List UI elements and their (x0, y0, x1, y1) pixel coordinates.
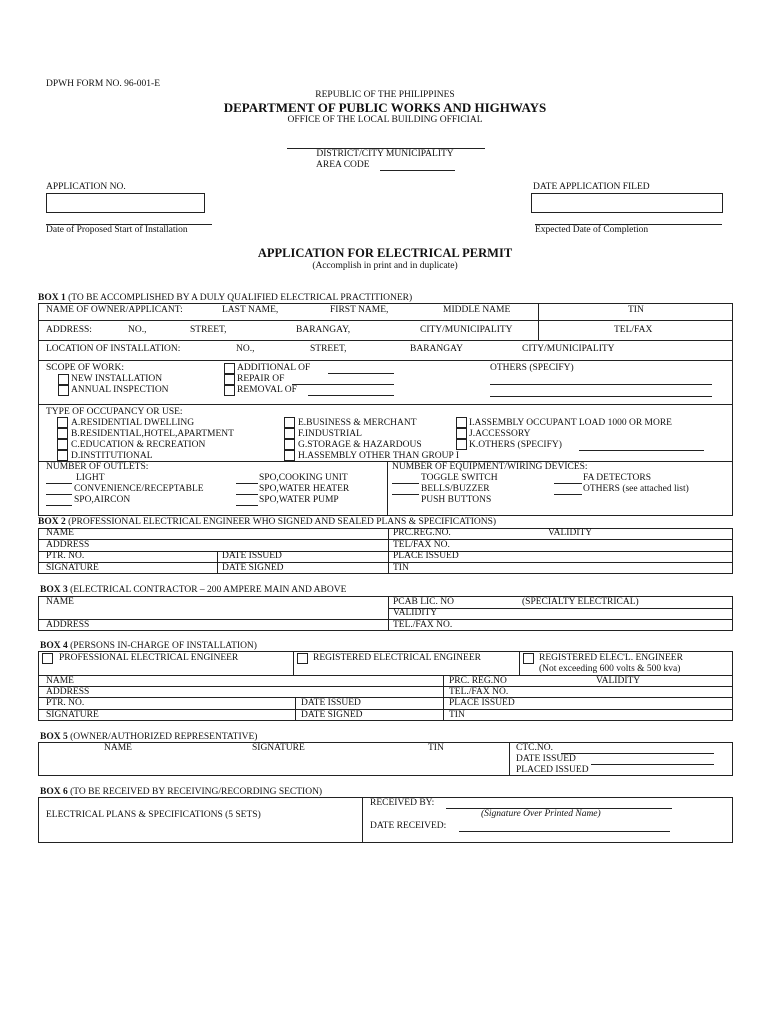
name-owner-label: NAME OF OWNER/APPLICANT: (46, 305, 183, 315)
location-label: LOCATION OF INSTALLATION: (46, 344, 181, 354)
occ-h-label: H.ASSEMBLY OTHER THAN GROUP I (298, 451, 459, 461)
box4-date-signed-label: DATE SIGNED (301, 710, 363, 720)
box1-row-line-2 (38, 340, 733, 341)
annual-inspection-label: ANNUAL INSPECTION (71, 385, 169, 395)
occ-e-label: E.BUSINESS & MERCHANT (298, 418, 417, 428)
date-filed-label: DATE APPLICATION FILED (533, 182, 650, 192)
box2-ptr-label: PTR. NO. (46, 551, 85, 561)
box3-row-line-right (388, 608, 733, 609)
box2-tin-label: TIN (393, 563, 409, 573)
box5-signature-label: SIGNATURE (252, 743, 305, 753)
box3-address-label: ADDRESS (46, 620, 90, 630)
date-filed-input[interactable] (531, 193, 723, 213)
form-subtitle: (Accomplish in print and in duplicate) (312, 261, 458, 271)
box5-note: (OWNER/AUTHORIZED REPRESENTATIVE) (70, 732, 258, 742)
repair-checkbox[interactable] (224, 374, 235, 385)
location-city-label: CITY/MUNICIPALITY (522, 344, 615, 354)
additional-label: ADDITIONAL OF (237, 363, 311, 373)
removal-label: REMOVAL OF (237, 385, 297, 395)
occ-j-label: J.ACCESSORY (469, 429, 531, 439)
box3-heading (40, 586, 346, 596)
occ-j-checkbox[interactable] (456, 428, 467, 439)
removal-checkbox[interactable] (224, 385, 235, 396)
box2-place-label: PLACE ISSUED (393, 551, 459, 561)
others-count-line[interactable] (554, 494, 582, 495)
district-label: DISTRICT/CITY MUNICIPALITY (316, 149, 454, 159)
box3-pcab-label: PCAB LIC. NO (393, 597, 454, 607)
box3-note: (ELECTRICAL CONTRACTOR – 200 AMPERE MAIN AND ABOVE (70, 585, 347, 595)
box4-divider-top-2 (519, 651, 520, 675)
address-no-label: NO., (128, 325, 147, 335)
box3-divider (388, 596, 389, 631)
box1-note: (TO BE ACCOMPLISHED BY A DULY QUALIFIED ELECTRICAL PRACTITIONER) (68, 293, 413, 303)
others-specify-label: OTHERS (SPECIFY) (490, 363, 574, 373)
application-no-input[interactable] (46, 193, 205, 213)
toggle-label: TOGGLE SWITCH (421, 473, 498, 483)
date-received-line[interactable] (459, 831, 670, 832)
signature-note: (Signature Over Printed Name) (481, 809, 601, 819)
outlets-label: NUMBER OF OUTLETS: (46, 462, 149, 472)
removal-line[interactable] (308, 395, 394, 396)
box4-divider-bottom (295, 697, 296, 721)
box4-prc-label: PRC. REG.NO (449, 676, 507, 686)
bells-label: BELLS/BUZZER (421, 484, 490, 494)
office-label: OFFICE OF THE LOCAL BUILDING OFFICIAL (287, 115, 483, 125)
occ-k-label: K.OTHERS (SPECIFY) (469, 440, 562, 450)
box1-row-line-4 (38, 404, 733, 405)
box5-frame (38, 742, 733, 776)
box2-divider-mid (217, 551, 218, 574)
first-name-label: FIRST NAME, (330, 305, 389, 315)
ctc-line[interactable] (561, 753, 714, 754)
bells-count-line[interactable] (392, 494, 419, 495)
form-title: APPLICATION FOR ELECTRICAL PERMIT (257, 246, 513, 260)
box6-label: BOX 6 (40, 787, 68, 797)
box3-specialty-label: (SPECIALTY ELECTRICAL) (522, 597, 639, 607)
box5-placed-issued-line[interactable] (604, 775, 714, 776)
box2-validity-label: VALIDITY (548, 528, 593, 538)
light-label: LIGHT (76, 473, 105, 483)
box3-tel-label: TEL./FAX NO. (393, 620, 453, 630)
box6-note: (TO BE RECEIVED BY RECEIVING/RECORDING SECTION) (70, 787, 323, 797)
box2-row-line-1 (38, 539, 733, 540)
annual-inspection-checkbox[interactable] (58, 385, 69, 396)
box6-divider (362, 797, 363, 843)
occ-k-checkbox[interactable] (456, 439, 467, 450)
box1-tin-divider (538, 303, 539, 340)
box4-tin-label: TIN (449, 710, 465, 720)
box4-address-label: ADDRESS (46, 687, 90, 697)
box5-divider (509, 742, 510, 776)
equipment-label: NUMBER OF EQUIPMENT/WIRING DEVICES: (392, 462, 588, 472)
box4-tel-label: TEL./FAX NO. (449, 687, 509, 697)
box1-row-line-1 (38, 320, 733, 321)
box6-plans-label: ELECTRICAL PLANS & SPECIFICATIONS (5 SETS) (46, 810, 261, 820)
fa-count-line[interactable] (554, 483, 582, 484)
ree-checkbox[interactable] (297, 653, 308, 664)
fa-label: FA DETECTORS (583, 473, 652, 483)
occ-d-checkbox[interactable] (57, 450, 68, 461)
box2-signature-label: SIGNATURE (46, 563, 99, 573)
box4-signature-label: SIGNATURE (46, 710, 99, 720)
new-installation-label: NEW INSTALLATION (71, 374, 163, 384)
ree-label: REGISTERED ELECTRICAL ENGINEER (313, 653, 481, 663)
occ-d-label: D.INSTITUTIONAL (71, 451, 153, 461)
box2-address-label: ADDRESS (46, 540, 90, 550)
convenience-label: CONVENIENCE/RECEPTABLE (74, 484, 204, 494)
box4-label: BOX 4 (40, 641, 68, 651)
others-line-1[interactable] (490, 384, 712, 385)
occ-i-label: I.ASSEMBLY OCCUPANT LOAD 1000 OR MORE (469, 418, 672, 428)
box5-placed-issued-label: PLACED ISSUED (516, 765, 589, 775)
occupancy-label: TYPE OF OCCUPANCY OR USE: (46, 407, 183, 417)
area-code-line[interactable] (380, 170, 455, 171)
box5-label: BOX 5 (40, 732, 68, 742)
application-no-label: APPLICATION NO. (46, 182, 126, 192)
completion-date-label: Expected Date of Completion (535, 225, 649, 235)
box4-validity-label: VALIDITY (596, 676, 641, 686)
box4-divider-right (443, 675, 444, 721)
box1-row-line-3 (38, 360, 733, 361)
box2-prc-label: PRC.REG.NO. (393, 528, 451, 538)
republic-label: REPUBLIC OF THE PHILIPPINES (315, 90, 455, 100)
box1-outlets-divider (387, 461, 388, 516)
tel-fax-label: TEL/FAX (614, 325, 653, 335)
middle-name-label: MIDDLE NAME (443, 305, 511, 315)
new-installation-checkbox[interactable] (58, 374, 69, 385)
spo-cooking-label: SPO,COOKING UNIT (259, 473, 348, 483)
box4-divider-top-1 (293, 651, 294, 675)
form-number: DPWH FORM NO. 96-001-E (46, 79, 160, 89)
cooking-count-line[interactable] (236, 483, 258, 484)
location-street-label: STREET, (310, 344, 347, 354)
occ-b-label: B.RESIDENTIAL,HOTEL,APARTMENT (71, 429, 234, 439)
date-received-label: DATE RECEIVED: (370, 821, 447, 831)
others-line-2[interactable] (490, 396, 712, 397)
occ-i-checkbox[interactable] (456, 417, 467, 428)
occ-f-checkbox[interactable] (284, 428, 295, 439)
occ-e-checkbox[interactable] (284, 417, 295, 428)
box3-label: BOX 3 (40, 585, 68, 595)
occ-c-label: C.EDUCATION & RECREATION (71, 440, 206, 450)
occ-g-label: G.STORAGE & HAZARDOUS (298, 440, 422, 450)
repair-line[interactable] (292, 384, 394, 385)
box3-name-label: NAME (46, 597, 74, 607)
box5-tin-label: TIN (428, 743, 444, 753)
rel-checkbox[interactable] (523, 653, 534, 664)
spo-pump-label: SPO,WATER PUMP (259, 495, 339, 505)
box2-date-issued-label: DATE ISSUED (222, 551, 282, 561)
spo-heater-label: SPO,WATER HEATER (259, 484, 350, 494)
pee-label: PROFESSIONAL ELECTRICAL ENGINEER (59, 653, 239, 663)
tin-label: TIN (628, 305, 644, 315)
spo-aircon-label: SPO,AIRCON (74, 495, 131, 505)
occ-a-checkbox[interactable] (57, 417, 68, 428)
additional-line[interactable] (328, 373, 394, 374)
box2-name-label: NAME (46, 528, 74, 538)
occ-a-label: A.RESIDENTIAL DWELLING (71, 418, 195, 428)
occ-g-checkbox[interactable] (284, 439, 295, 450)
box2-date-signed-label: DATE SIGNED (222, 563, 284, 573)
occ-b-checkbox[interactable] (57, 428, 68, 439)
address-barangay-label: BARANGAY, (296, 325, 351, 335)
light-count-line[interactable] (46, 483, 72, 484)
occ-c-checkbox[interactable] (57, 439, 68, 450)
heater-count-line[interactable] (236, 494, 258, 495)
box4-place-label: PLACE ISSUED (449, 698, 515, 708)
box1-label: BOX 1 (38, 293, 66, 303)
additional-checkbox[interactable] (224, 363, 235, 374)
push-label: PUSH BUTTONS (421, 495, 492, 505)
occ-k-line[interactable] (579, 450, 704, 451)
box4-name-label: NAME (46, 676, 74, 686)
box4-row-line-3 (38, 697, 733, 698)
box3-row-line (38, 619, 733, 620)
box5-name-label: NAME (104, 743, 132, 753)
location-no-label: NO., (236, 344, 255, 354)
box2-heading (38, 518, 496, 528)
location-barangay-label: BARANGAY (410, 344, 463, 354)
rel-label: REGISTERED ELEC'L. ENGINEER (539, 653, 683, 663)
box2-divider-right (388, 528, 389, 574)
box5-date-issued-label: DATE ISSUED (516, 754, 576, 764)
address-street-label: STREET, (190, 325, 227, 335)
rel-note: (Not exceeding 600 volts & 500 kva) (539, 664, 681, 674)
repair-label: REPAIR OF (237, 374, 285, 384)
address-city-label: CITY/MUNICIPALITY (420, 325, 513, 335)
aircon-count-line[interactable] (46, 505, 72, 506)
box2-note: (PROFESSIONAL ELECTRICAL ENGINEER WHO SIGNED AND SEALED PLANS & SPECIFICATIONS) (68, 517, 497, 527)
toggle-count-line[interactable] (392, 483, 419, 484)
box4-row-line-4 (38, 709, 733, 710)
occ-h-checkbox[interactable] (284, 450, 295, 461)
received-by-label: RECEIVED BY: (370, 798, 435, 808)
pee-checkbox[interactable] (42, 653, 53, 664)
start-date-label: Date of Proposed Start of Installation (46, 225, 188, 235)
others-attached-label: OTHERS (see attached list) (583, 484, 689, 494)
box2-row-line-2 (38, 551, 733, 552)
box5-date-issued-line[interactable] (591, 764, 714, 765)
box4-note: (PERSONS IN-CHARGE OF INSTALLATION) (70, 641, 257, 651)
scope-label: SCOPE OF WORK: (46, 363, 124, 373)
occ-f-label: F.INDUSTRIAL (298, 429, 362, 439)
address-label: ADDRESS: (46, 325, 92, 335)
box4-ptr-label: PTR. NO. (46, 698, 85, 708)
last-name-label: LAST NAME, (222, 305, 279, 315)
department-title: DEPARTMENT OF PUBLIC WORKS AND HIGHWAYS (223, 100, 547, 115)
convenience-count-line[interactable] (46, 494, 72, 495)
box5-ctc-label: CTC.NO. (516, 743, 553, 753)
box4-date-issued-label: DATE ISSUED (301, 698, 361, 708)
box2-label: BOX 2 (38, 517, 66, 527)
pump-count-line[interactable] (236, 505, 258, 506)
box2-row-line-3 (38, 562, 733, 563)
box3-validity-label: VALIDITY (393, 608, 438, 618)
area-code-label: AREA CODE (316, 160, 370, 170)
box2-tel-label: TEL/FAX NO. (393, 540, 450, 550)
